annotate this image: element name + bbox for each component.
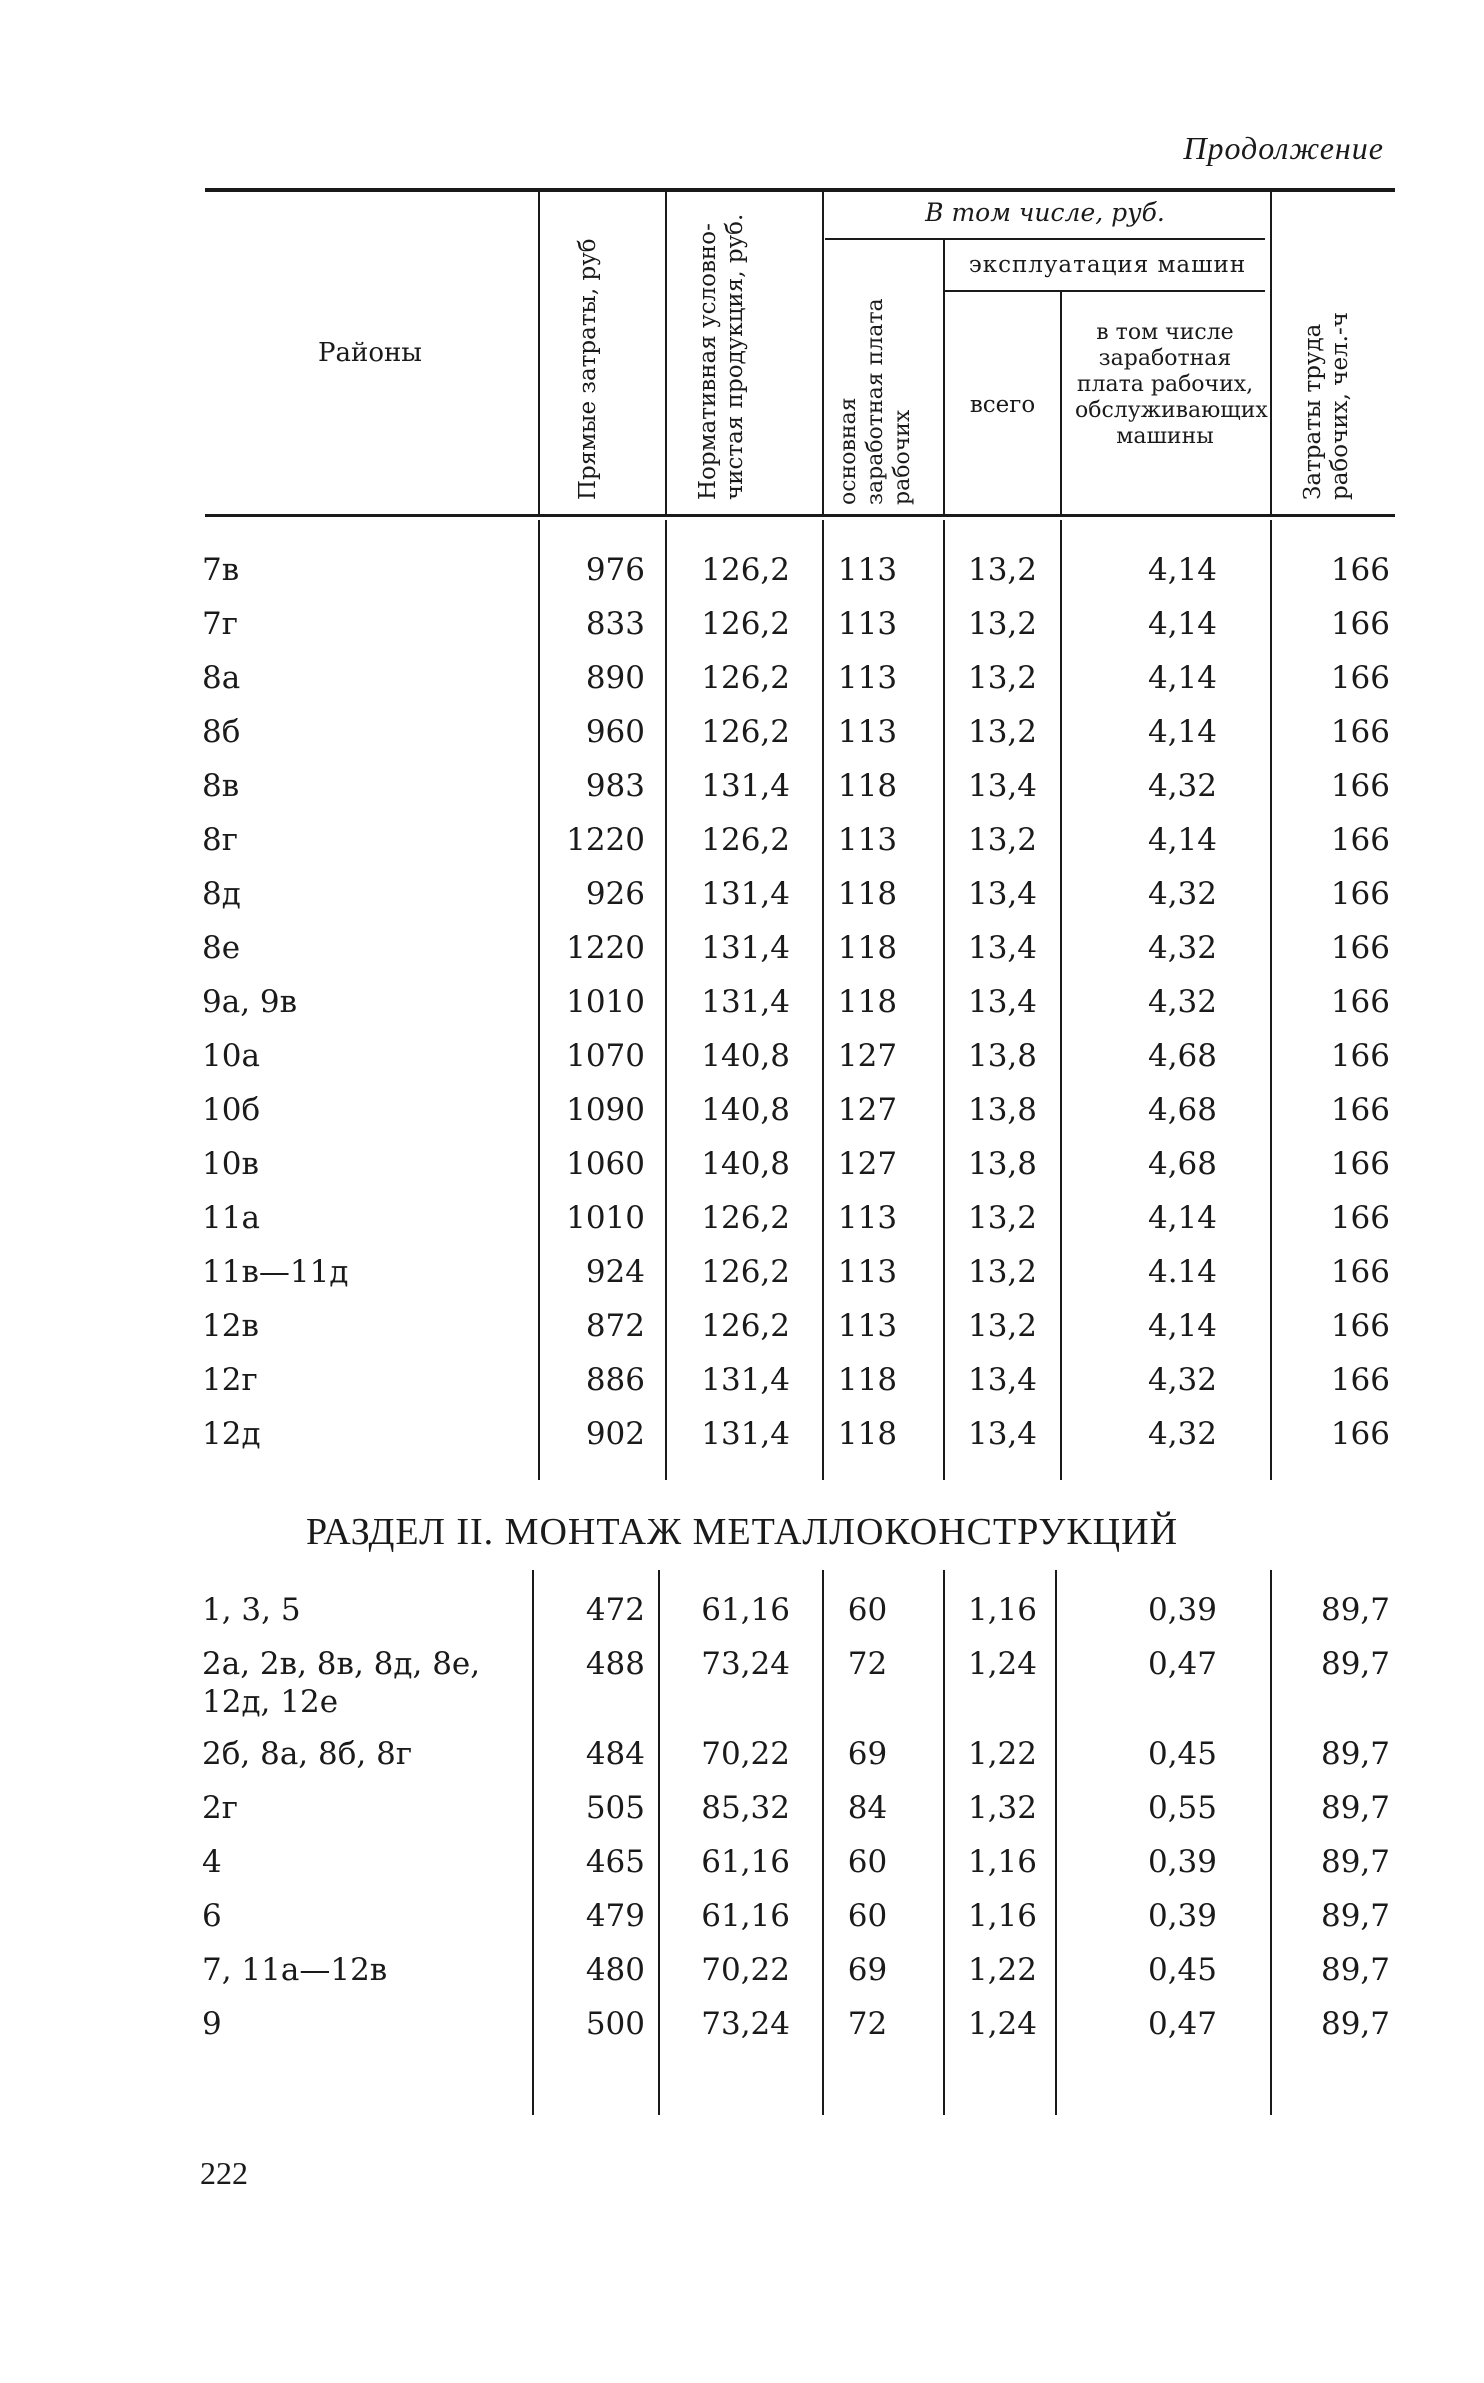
- normative-cell: 131,4: [701, 876, 790, 912]
- machine-total-cell: 13,4: [967, 1416, 1038, 1452]
- machine-wage-cell: 4,32: [1147, 768, 1218, 804]
- machine-wage-cell: 0,45: [1147, 1736, 1218, 1772]
- labor-cell: 166: [1330, 606, 1390, 642]
- direct-cost-cell: 484: [585, 1736, 645, 1772]
- table-row: [0, 1306, 1484, 1346]
- table-row: [0, 604, 1484, 644]
- including-rule: [825, 238, 1265, 240]
- machine-wage-cell: 4,32: [1147, 1362, 1218, 1398]
- labor-cell: 89,7: [1320, 1592, 1390, 1628]
- page-number: 222: [200, 2155, 248, 2191]
- normative-cell: 126,2: [701, 822, 790, 858]
- direct-costs-header: Прямые затраты, руб: [575, 238, 601, 500]
- direct-cost-cell: 960: [585, 714, 645, 750]
- direct-cost-cell: 479: [585, 1898, 645, 1934]
- normative-cell: 126,2: [701, 714, 790, 750]
- serv-wage-header: в том числе заработная плата рабочих, обслуживающих машины: [1075, 320, 1268, 449]
- table-row: [0, 928, 1484, 968]
- direct-cost-cell: 488: [585, 1646, 645, 1682]
- machine-total-cell: 1,32: [967, 1790, 1038, 1826]
- normative-cell: 70,22: [701, 1736, 790, 1772]
- labor-cell: 166: [1330, 1362, 1390, 1398]
- labor-cell: 166: [1330, 1200, 1390, 1236]
- wage-cell: 113: [837, 822, 898, 858]
- normative-cell: 140,8: [701, 1092, 790, 1128]
- normative-cell: 61,16: [701, 1592, 790, 1628]
- labor-cell: 166: [1330, 876, 1390, 912]
- region-cell: 4: [202, 1844, 222, 1880]
- normative-header: Нормативная условно-чистая продукция, руб.: [695, 213, 748, 500]
- direct-cost-cell: 465: [585, 1844, 645, 1880]
- wage-cell: 113: [837, 714, 898, 750]
- labor-cell: 166: [1330, 1416, 1390, 1452]
- table-row: [0, 2004, 1484, 2044]
- machines-header: эксплуатация машин: [968, 252, 1247, 278]
- header-divider: [538, 192, 540, 514]
- region-cell: 8а: [202, 660, 241, 696]
- direct-cost-cell: 833: [585, 606, 645, 642]
- machine-total-cell: 13,2: [967, 606, 1038, 642]
- table-row: [0, 874, 1484, 914]
- labor-cell: 166: [1330, 1038, 1390, 1074]
- normative-cell: 126,2: [701, 1308, 790, 1344]
- machine-total-cell: 13,2: [967, 660, 1038, 696]
- labor-cell: 166: [1330, 1146, 1390, 1182]
- normative-cell: 70,22: [701, 1952, 790, 1988]
- wage-cell: 113: [837, 660, 898, 696]
- normative-cell: 126,2: [701, 1254, 790, 1290]
- wage-cell: 60: [847, 1844, 888, 1880]
- machine-wage-cell: 4,32: [1147, 930, 1218, 966]
- labor-cell: 166: [1330, 768, 1390, 804]
- region-cell: 1, 3, 5: [202, 1592, 301, 1628]
- region-cell: 8б: [202, 714, 241, 750]
- direct-cost-cell: 926: [585, 876, 645, 912]
- machine-total-cell: 1,16: [967, 1844, 1038, 1880]
- normative-cell: 140,8: [701, 1146, 790, 1182]
- table-row: [0, 1590, 1484, 1630]
- direct-cost-cell: 886: [585, 1362, 645, 1398]
- machine-wage-cell: 4,14: [1147, 1308, 1218, 1344]
- direct-cost-cell: 1220: [566, 822, 645, 858]
- machine-wage-cell: 0,45: [1147, 1952, 1218, 1988]
- region-cell: 12д: [202, 1416, 261, 1452]
- normative-cell: 85,32: [701, 1790, 790, 1826]
- normative-cell: 73,24: [701, 1646, 790, 1682]
- region-cell: 2г: [202, 1790, 238, 1826]
- normative-cell: 61,16: [701, 1898, 790, 1934]
- wage-cell: 60: [847, 1898, 888, 1934]
- labor-cell: 89,7: [1320, 1646, 1390, 1682]
- normative-cell: 131,4: [701, 984, 790, 1020]
- labor-cell: 166: [1330, 930, 1390, 966]
- header-divider: [665, 192, 667, 514]
- table-row: [0, 1734, 1484, 1774]
- machine-total-cell: 13,4: [967, 1362, 1038, 1398]
- region-cell: 6: [202, 1898, 222, 1934]
- labor-cell: 166: [1330, 1308, 1390, 1344]
- labor-cell: 89,7: [1320, 2006, 1390, 2042]
- machine-wage-cell: 4.14: [1147, 1254, 1218, 1290]
- header-divider: [943, 240, 945, 514]
- wage-cell: 118: [837, 768, 898, 804]
- wage-cell: 113: [837, 606, 898, 642]
- region-cell: 9: [202, 2006, 222, 2042]
- wage-cell: 127: [837, 1092, 898, 1128]
- region-cell: 8д: [202, 876, 241, 912]
- normative-cell: 126,2: [701, 1200, 790, 1236]
- table-row: [0, 1144, 1484, 1184]
- wage-cell: 127: [837, 1038, 898, 1074]
- wage-cell: 118: [837, 1362, 898, 1398]
- machine-total-cell: 13,8: [967, 1146, 1038, 1182]
- wage-cell: 72: [847, 2006, 888, 2042]
- region-cell: 2а, 2в, 8в, 8д, 8е,: [202, 1646, 481, 1682]
- wage-cell: 69: [847, 1736, 888, 1772]
- machine-wage-cell: 0,39: [1147, 1592, 1218, 1628]
- machine-total-cell: 13,2: [967, 1200, 1038, 1236]
- direct-cost-cell: 1010: [566, 984, 645, 1020]
- table-row: [0, 1788, 1484, 1828]
- machine-total-cell: 13,4: [967, 930, 1038, 966]
- wage-cell: 113: [837, 1254, 898, 1290]
- labor-cell: 166: [1330, 552, 1390, 588]
- direct-cost-cell: 1060: [566, 1146, 645, 1182]
- labor-header: Затраты труда рабочих, чел.-ч: [1300, 312, 1353, 500]
- including-header: В том числе, руб.: [925, 198, 1165, 227]
- machine-wage-cell: 4,14: [1147, 822, 1218, 858]
- table-row: [0, 1198, 1484, 1238]
- region-cell: 12в: [202, 1308, 259, 1344]
- table-row: [0, 1090, 1484, 1130]
- wage-cell: 118: [837, 984, 898, 1020]
- direct-cost-cell: 924: [585, 1254, 645, 1290]
- table-row: [0, 1896, 1484, 1936]
- header-divider: [1060, 292, 1062, 514]
- wage-cell: 60: [847, 1592, 888, 1628]
- machine-wage-cell: 4,32: [1147, 984, 1218, 1020]
- wage-cell: 118: [837, 930, 898, 966]
- machine-wage-cell: 0,47: [1147, 2006, 1218, 2042]
- table-row: [0, 1644, 1484, 1724]
- machine-wage-cell: 0,55: [1147, 1790, 1218, 1826]
- table-row: [0, 1036, 1484, 1076]
- direct-cost-cell: 1090: [566, 1092, 645, 1128]
- region-cell: 9а, 9в: [202, 984, 298, 1020]
- region-cell: 7в: [202, 552, 240, 588]
- table-row: [0, 1950, 1484, 1990]
- wage-cell: 113: [837, 1200, 898, 1236]
- labor-cell: 89,7: [1320, 1844, 1390, 1880]
- wage-cell: 127: [837, 1146, 898, 1182]
- direct-cost-cell: 1220: [566, 930, 645, 966]
- normative-cell: 73,24: [701, 2006, 790, 2042]
- machine-total-cell: 13,2: [967, 1308, 1038, 1344]
- region-cell: 8г: [202, 822, 238, 858]
- table-row: [0, 712, 1484, 752]
- direct-cost-cell: 472: [585, 1592, 645, 1628]
- machine-total-cell: 13,4: [967, 876, 1038, 912]
- region-cell: 8в: [202, 768, 240, 804]
- normative-cell: 61,16: [701, 1844, 790, 1880]
- direct-cost-cell: 902: [585, 1416, 645, 1452]
- machine-wage-cell: 4,68: [1147, 1146, 1218, 1182]
- section-title: РАЗДЕЛ II. МОНТАЖ МЕТАЛЛОКОНСТРУКЦИЙ: [305, 1511, 1179, 1553]
- machine-wage-cell: 4,32: [1147, 876, 1218, 912]
- machine-total-cell: 13,8: [967, 1092, 1038, 1128]
- wage-cell: 118: [837, 876, 898, 912]
- table-row: [0, 982, 1484, 1022]
- normative-cell: 126,2: [701, 660, 790, 696]
- machine-wage-cell: 4,68: [1147, 1038, 1218, 1074]
- regions-header: Районы: [318, 338, 422, 368]
- region-cell: 7г: [202, 606, 238, 642]
- normative-cell: 126,2: [701, 552, 790, 588]
- machine-total-cell: 13,2: [967, 714, 1038, 750]
- machine-wage-cell: 4,14: [1147, 1200, 1218, 1236]
- labor-cell: 166: [1330, 1254, 1390, 1290]
- continued-label: Продолжение: [1183, 130, 1384, 166]
- wage-cell: 118: [837, 1416, 898, 1452]
- normative-cell: 140,8: [701, 1038, 790, 1074]
- region-cell: 10а: [202, 1038, 260, 1074]
- wage-cell: 113: [837, 552, 898, 588]
- region-cell-continued: 12д, 12е: [202, 1684, 339, 1720]
- direct-cost-cell: 983: [585, 768, 645, 804]
- labor-cell: 166: [1330, 714, 1390, 750]
- machine-total-cell: 1,16: [967, 1898, 1038, 1934]
- direct-cost-cell: 1010: [566, 1200, 645, 1236]
- direct-cost-cell: 1070: [566, 1038, 645, 1074]
- direct-cost-cell: 890: [585, 660, 645, 696]
- normative-cell: 131,4: [701, 768, 790, 804]
- total-header: всего: [969, 392, 1036, 418]
- labor-cell: 166: [1330, 1092, 1390, 1128]
- region-cell: 11а: [202, 1200, 260, 1236]
- machine-total-cell: 13,2: [967, 822, 1038, 858]
- region-cell: 8е: [202, 930, 241, 966]
- machine-total-cell: 13,2: [967, 552, 1038, 588]
- direct-cost-cell: 505: [585, 1790, 645, 1826]
- machine-total-cell: 1,22: [967, 1952, 1038, 1988]
- normative-cell: 131,4: [701, 1362, 790, 1398]
- region-cell: 10в: [202, 1146, 259, 1182]
- region-cell: 2б, 8а, 8б, 8г: [202, 1736, 413, 1772]
- machine-total-cell: 13,4: [967, 984, 1038, 1020]
- normative-cell: 131,4: [701, 1416, 790, 1452]
- normative-cell: 126,2: [701, 606, 790, 642]
- table-row: [0, 1842, 1484, 1882]
- table-row: [0, 1252, 1484, 1292]
- wage-cell: 69: [847, 1952, 888, 1988]
- labor-cell: 89,7: [1320, 1898, 1390, 1934]
- machine-wage-cell: 0,47: [1147, 1646, 1218, 1682]
- machine-total-cell: 1,16: [967, 1592, 1038, 1628]
- table-row: [0, 820, 1484, 860]
- table-row: [0, 1414, 1484, 1454]
- direct-cost-cell: 480: [585, 1952, 645, 1988]
- labor-cell: 89,7: [1320, 1736, 1390, 1772]
- machine-wage-cell: 0,39: [1147, 1844, 1218, 1880]
- labor-cell: 89,7: [1320, 1790, 1390, 1826]
- normative-cell: 131,4: [701, 930, 790, 966]
- header-bottom-rule: [205, 514, 1395, 517]
- machine-total-cell: 13,2: [967, 1254, 1038, 1290]
- machines-rule: [943, 290, 1265, 292]
- wage-header: основная заработная плата рабочих: [836, 298, 915, 505]
- machine-total-cell: 13,8: [967, 1038, 1038, 1074]
- machine-wage-cell: 0,39: [1147, 1898, 1218, 1934]
- header-divider: [1270, 192, 1272, 514]
- wage-cell: 113: [837, 1308, 898, 1344]
- table-row: [0, 658, 1484, 698]
- machine-total-cell: 13,4: [967, 768, 1038, 804]
- machine-wage-cell: 4,14: [1147, 660, 1218, 696]
- region-cell: 10б: [202, 1092, 261, 1128]
- direct-cost-cell: 976: [585, 552, 645, 588]
- machine-wage-cell: 4,68: [1147, 1092, 1218, 1128]
- machine-wage-cell: 4,14: [1147, 714, 1218, 750]
- region-cell: 12г: [202, 1362, 258, 1398]
- table-row: [0, 1360, 1484, 1400]
- table-top-rule: [205, 188, 1395, 192]
- wage-cell: 84: [847, 1790, 888, 1826]
- labor-cell: 166: [1330, 660, 1390, 696]
- labor-cell: 166: [1330, 984, 1390, 1020]
- direct-cost-cell: 872: [585, 1308, 645, 1344]
- machine-total-cell: 1,24: [967, 1646, 1038, 1682]
- machine-wage-cell: 4,14: [1147, 606, 1218, 642]
- machine-wage-cell: 4,32: [1147, 1416, 1218, 1452]
- labor-cell: 89,7: [1320, 1952, 1390, 1988]
- region-cell: 7, 11а—12в: [202, 1952, 388, 1988]
- header-divider: [822, 192, 824, 514]
- table-row: [0, 766, 1484, 806]
- table-row: [0, 550, 1484, 590]
- machine-wage-cell: 4,14: [1147, 552, 1218, 588]
- machine-total-cell: 1,22: [967, 1736, 1038, 1772]
- direct-cost-cell: 500: [585, 2006, 645, 2042]
- wage-cell: 72: [847, 1646, 888, 1682]
- machine-total-cell: 1,24: [967, 2006, 1038, 2042]
- region-cell: 11в—11д: [202, 1254, 349, 1290]
- labor-cell: 166: [1330, 822, 1390, 858]
